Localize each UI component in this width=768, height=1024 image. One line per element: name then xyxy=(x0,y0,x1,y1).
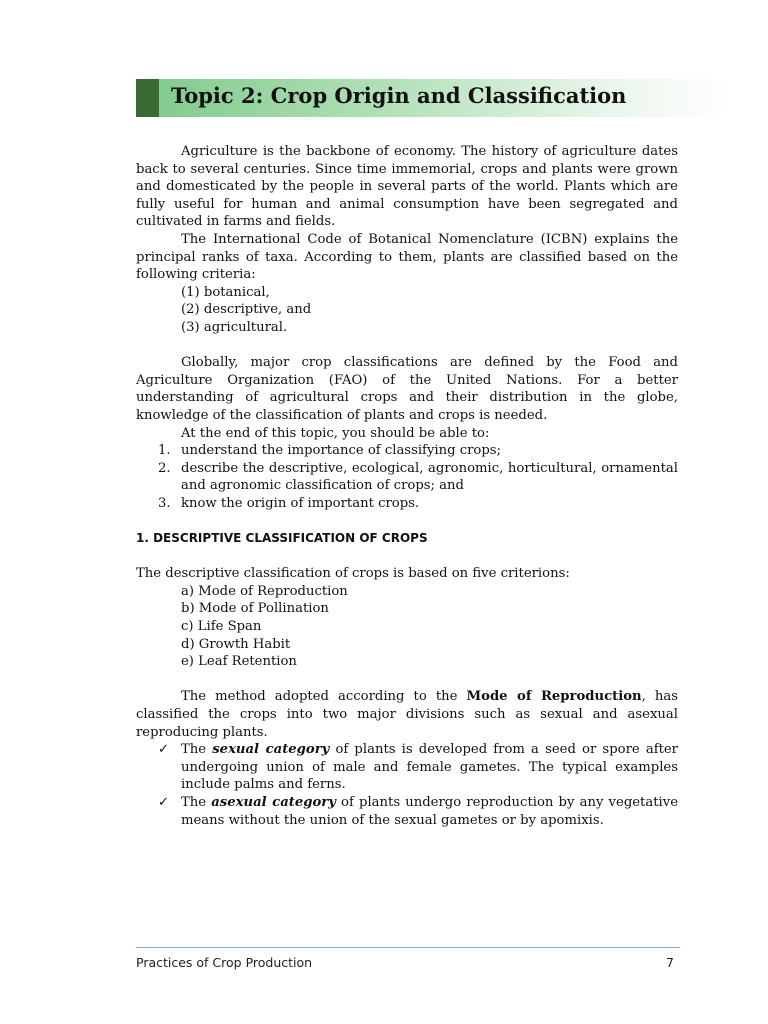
descriptive-criterion: b) Mode of Pollination xyxy=(181,601,329,617)
objective-item xyxy=(136,495,678,513)
footer-book-title: Practices of Crop Production xyxy=(136,955,313,970)
intro-paragraph-1: Agriculture is the backbone of economy. The history of agriculture dates back to several centuries. Since time immemorial, crops and plants were grown and domesticated by the people in several parts of the world. Plants which are fully useful for human and animal consumption have been segregated and cultivated in farms and fields. xyxy=(136,144,678,230)
category-text: of plants is developed from a seed or spore after undergoing union of male and female gametes. The typical examples include palms and ferns. xyxy=(181,742,678,793)
checkmark-icon: ✓ xyxy=(158,794,170,810)
objective-number: 2. xyxy=(158,460,171,476)
objective-item xyxy=(136,460,678,495)
criteria-item: (2) descriptive, and xyxy=(181,302,312,318)
objective-number: 1. xyxy=(158,443,171,459)
footer-divider xyxy=(136,947,680,948)
category-list xyxy=(136,741,678,829)
category-item xyxy=(136,741,678,794)
page-title: Topic 2: Crop Origin and Classification xyxy=(171,83,627,108)
objective-number: 3. xyxy=(158,495,171,511)
page-number: 7 xyxy=(666,955,674,970)
objective-text: understand the importance of classifying crops; xyxy=(181,443,502,459)
descriptive-criterion: e) Leaf Retention xyxy=(181,654,297,670)
objectives-lead: At the end of this topic, you should be able to: xyxy=(181,425,490,441)
category-text: The xyxy=(181,794,212,810)
document-body xyxy=(136,143,678,829)
criteria-item: (1) botanical, xyxy=(181,284,270,300)
descriptive-criterion: c) Life Span xyxy=(181,619,262,635)
category-text: of plants undergo reproduction by any vegetative means without the union of the sexual gametes or by apomixis. xyxy=(181,794,678,828)
bold-term: Mode of Reproduction xyxy=(466,689,642,705)
paragraph-text: , has classified the crops into two major divisions such as sexual and asexual reproducing plants. xyxy=(136,689,678,740)
category-item xyxy=(136,794,678,829)
objectives-list xyxy=(136,442,678,512)
objective-item xyxy=(136,442,678,460)
banner-accent-block xyxy=(136,79,159,117)
category-text: The xyxy=(181,742,213,758)
objective-text: know the origin of important crops. xyxy=(181,495,420,511)
section-heading: 1. DESCRIPTIVE CLASSIFICATION OF CROPS xyxy=(136,531,428,546)
category-term: sexual category xyxy=(212,742,330,758)
section-lead: The descriptive classification of crops is based on five criterions: xyxy=(136,566,570,582)
paragraph-text: The method adopted according to the xyxy=(181,689,467,705)
criteria-item: (3) agricultural. xyxy=(181,319,288,335)
objective-text: describe the descriptive, ecological, agronomic, horticultural, ornamental and agronomic classification of crops; and xyxy=(181,460,678,494)
intro-paragraph-2: The International Code of Botanical Nomenclature (ICBN) explains the principal ranks of taxa. According to them, plants are classified based on the following criteria: xyxy=(136,231,678,283)
descriptive-criterion: a) Mode of Reproduction xyxy=(181,583,348,599)
title-banner xyxy=(136,79,730,117)
checkmark-icon: ✓ xyxy=(158,742,170,758)
mode-of-reproduction-paragraph xyxy=(136,688,678,741)
descriptive-criterion: d) Growth Habit xyxy=(181,636,291,652)
intro-paragraph-3: Globally, major crop classifications are defined by the Food and Agriculture Organization (FAO) of the United Nations. For a better understanding of agricultural crops and their distribution in the globe, knowledge of the classification of plants and crops is needed. xyxy=(136,355,678,423)
category-term: asexual category xyxy=(211,794,336,810)
